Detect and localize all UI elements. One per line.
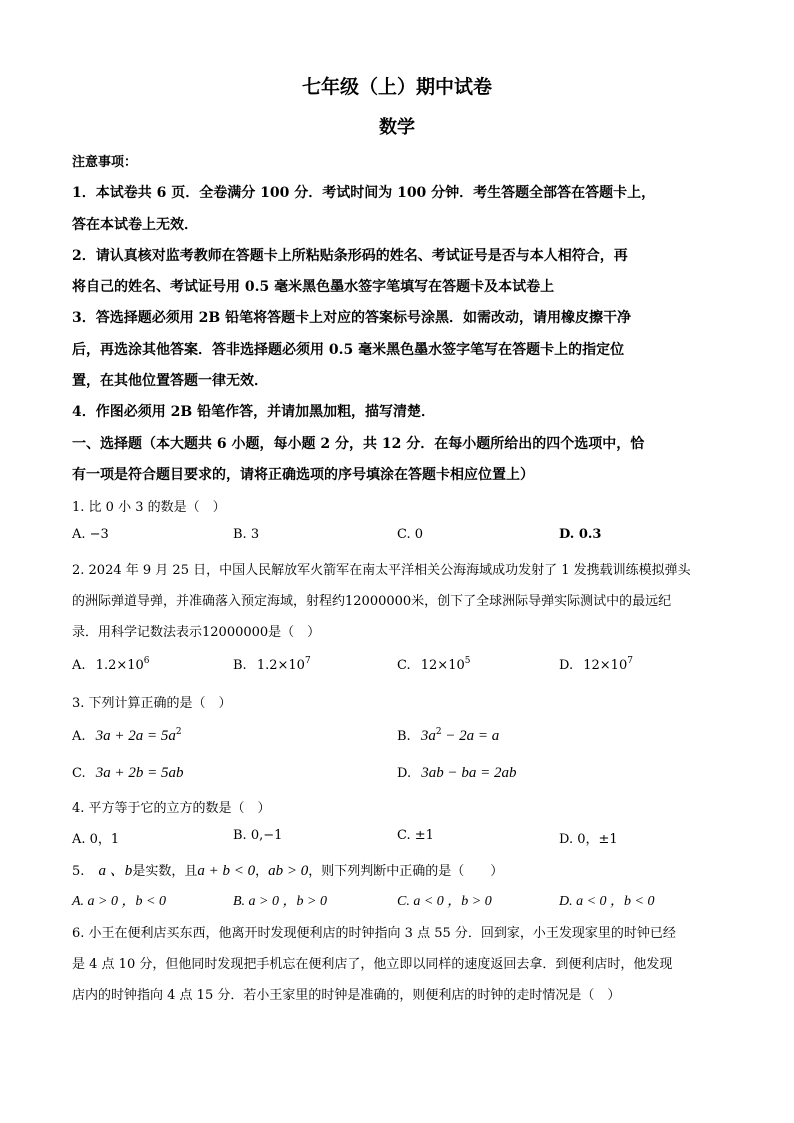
option-label: C. [397,658,411,673]
stem-condition-1: a + b < 0 [197,863,256,879]
option-expr: 3a [420,728,436,744]
notes-heading: 注意事项： [72,155,138,170]
option-expr: 3ab − ba = 2ab [421,765,517,781]
option-label: B. [233,658,247,673]
option-expr: 12×10 [420,658,465,673]
question-4-option-d: D. 0，±1 [559,832,618,847]
note-1-line-1: 1．本试卷共 6 页．全卷满分 100 分．考试时间为 100 分钟．考生答题全部答在答题卡上， [72,185,656,201]
option-expr-tail: − 2a = a [441,728,500,744]
question-6-line-3: 店内的时钟指向 4 点 15 分．若小王家里的时钟是准确的，则便利店的时钟的走时情况是（ ） [72,988,621,1003]
stem-text: 是实数，且 [132,864,198,879]
option-label: A. [72,729,86,744]
question-2-option-d [559,656,633,673]
question-1-option-b: B. 3 [233,527,260,542]
note-2-line-1: 2．请认真核对监考教师在答题卡上所粘贴条形码的姓名、考试证号是否与本人相符合，再 [72,248,628,264]
question-5-option-a: A. a > 0 ，b < 0 [72,894,166,909]
option-exponent: 7 [627,656,633,666]
option-expr: 1.2×10 [95,658,144,673]
option-label: D. [397,766,412,781]
option-exponent: 6 [143,656,150,666]
option-exponent: 5 [464,656,471,666]
note-3-line-2: 后，再选涂其他答案．答非选择题必须用 0.5 毫米黑色墨水签字笔写在答题卡上的指定位 [72,342,625,358]
option-exponent: 7 [304,656,311,666]
question-2-option-b [233,656,311,673]
question-5-stem [72,859,503,880]
stem-comma: ， [255,864,269,879]
option-expr: 3a + 2b = 5ab [95,765,184,781]
question-3-stem: 3. 下列计算正确的是（ ） [72,696,232,711]
note-4-line-1: 4．作图必须用 2B 铅笔作答，并请加黑加粗，描写清楚． [72,404,436,420]
option-label: A. [72,658,86,673]
question-2-line-1: 2. 2024 年 9 月 25 日，中国人民解放军火箭军在南太平洋相关公海海域成功发射了 1 发携载训练模拟弹头 [72,563,691,578]
question-2-option-c [397,656,470,673]
exam-title: 七年级（上）期中试卷 [301,76,492,98]
option-expr: 12×10 [583,658,628,673]
option-exponent: 2 [175,727,182,737]
subject-title: 数学 [379,117,415,138]
question-3-option-d [397,765,516,782]
option-expr: 3a + 2a = 5a [95,728,176,744]
question-1-option-d: D. 0.3 [559,527,602,542]
question-2-line-2: 的洲际弹道导弹，并准确落入预定海域，射程约12000000米，创下了全球洲际导弹实际测试中的最远纪 [72,594,672,609]
question-5-option-c: C. a < 0 ，b > 0 [397,894,492,909]
question-3-option-c [72,765,184,782]
option-label: B. [397,729,411,744]
option-label: C. [72,766,86,781]
note-3-line-1: 3．答选择题必须用 2B 铅笔将答题卡上对应的答案标号涂黑．如需改动，请用橡皮擦干净 [72,310,632,326]
question-3-option-a [72,727,182,745]
question-4-option-a: A. 0，1 [72,832,120,847]
section-heading-line-1: 一、选择题（本大题共 6 小题，每小题 2 分，共 12 分．在每小题所给出的四个选项中，恰 [72,436,645,452]
question-6-line-2: 是 4 点 10 分，但他同时发现把手机忘在便利店了，他立即以同样的速度返回去拿．到便利店时，他发现 [72,957,673,972]
option-expr: 1.2×10 [256,658,305,673]
stem-condition-2: ab > 0 [268,863,309,879]
note-3-line-3: 置，在其他位置答题一律无效． [72,373,268,389]
stem-number: 5. [72,864,85,879]
question-4-option-c: C. ±1 [397,828,434,843]
question-4-option-b: B. 0,−1 [233,828,283,843]
question-2-line-3: 录．用科学记数法表示12000000是（ ） [72,625,321,640]
note-2-line-2: 将自己的姓名、考试证号用 0.5 毫米黑色墨水签字笔填写在答题卡及本试卷上 [72,279,555,295]
question-2-option-a [72,656,150,673]
question-4-stem: 4. 平方等于它的立方的数是（ ） [72,801,271,816]
question-1-option-c: C. 0 [397,527,424,542]
question-6-line-1: 6. 小王在便利店买东西，他离开时发现便利店的时钟指向 3 点 55 分．回到家，小王发现家里的时钟已经 [72,926,676,941]
question-5-option-d: D. a < 0 ，b < 0 [559,894,655,909]
question-5-option-b: B. a > 0 ，b > 0 [233,894,327,909]
option-exponent: 2 [435,727,442,737]
question-3-option-b [397,727,499,745]
option-label: D. [559,658,574,673]
section-heading-line-2: 有一项是符合题目要求的，请将正确选项的序号填涂在答题卡相应位置上） [72,467,534,483]
stem-variables: a 、b [98,863,133,879]
question-1-option-a: A. −3 [72,527,109,542]
stem-tail: ，则下列判断中正确的是（ ） [308,864,504,879]
note-1-line-2: 答在本试卷上无效． [72,217,198,233]
question-1-stem: 1. 比 0 小 3 的数是（ ） [72,500,226,515]
